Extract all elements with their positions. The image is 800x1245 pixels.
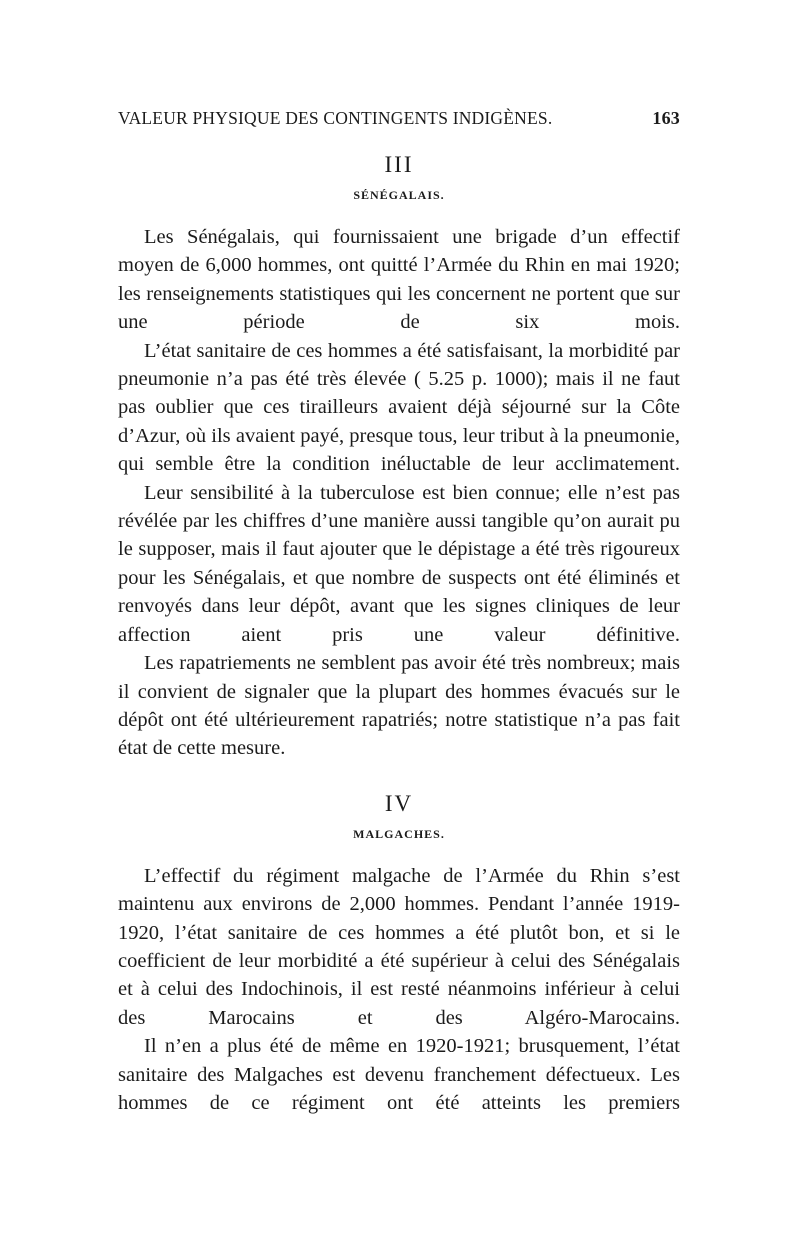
section-title: MALGACHES. [353, 826, 445, 841]
running-title: VALEUR PHYSIQUE DES CONTINGENTS INDIGÈNES. [118, 108, 553, 128]
paragraph: L’effectif du régiment malgache de l’Armée du Rhin s’est maintenu aux environs de 2,000 hommes. Pendant l’année 1919-1920, l’état sanitaire de ces hommes a été plutôt bon, et si le coefficient de leur morbidité a été supérieur à celui des Sénégalais et à celui des Indochinois, il est resté néanmoins inférieur à celui des Marocains et des Algéro-Marocains. [118, 864, 680, 1029]
section-number: IV [384, 790, 414, 816]
section-malgaches [118, 791, 680, 1118]
paragraph: Les rapatriements ne semblent pas avoir été très nombreux; mais il convient de signaler que la plupart des hommes évacués sur le dépôt ont été ultérieurement rapatriés; notre statistique n’a pas fait état de cette mesure. [118, 652, 680, 760]
book-page [118, 108, 680, 1117]
page-number: 163 [652, 108, 680, 128]
section-number: III [384, 152, 414, 177]
paragraph: Il n’en a plus été de même en 1920-1921; brusquement, l’état sanitaire des Malgaches est devenu franchement défectueux. Les hommes de ce régiment ont été atteints les premiers [118, 1035, 680, 1114]
running-header [118, 108, 680, 142]
paragraph: Leur sensibilité à la tuberculose est bien connue; elle n’est pas révélée par les chiffres d’une manière aussi tangible qu’on aurait pu le supposer, mais il faut ajouter que le dépistage a été très rigoureux pour les Sénégalais, et que nombre de suspects ont été éliminés et renvoyés dans leur dépôt, avant que les signes cliniques de leur affection aient pris une valeur définitive. [118, 481, 680, 646]
section-senegalais [118, 152, 680, 763]
section-title: SÉNÉGALAIS. [353, 188, 445, 202]
paragraph: Les Sénégalais, qui fournissaient une brigade d’un effectif moyen de 6,000 hommes, ont quitté l’Armée du Rhin en mai 1920; les renseignements statistiques qui les concernent ne portent que sur une période de six mois. [118, 226, 680, 334]
paragraph: L’état sanitaire de ces hommes a été satisfaisant, la morbidité par pneumonie n’a pas été très élevée ( 5.25 p. 1000); mais il ne faut pas oublier que ces tirailleurs avaient déjà séjourné sur la Côte d’Azur, où ils avaient payé, presque tous, leur tribut à la pneumonie, qui semble être la condition inéluctable de leur acclimatement. [118, 339, 680, 476]
